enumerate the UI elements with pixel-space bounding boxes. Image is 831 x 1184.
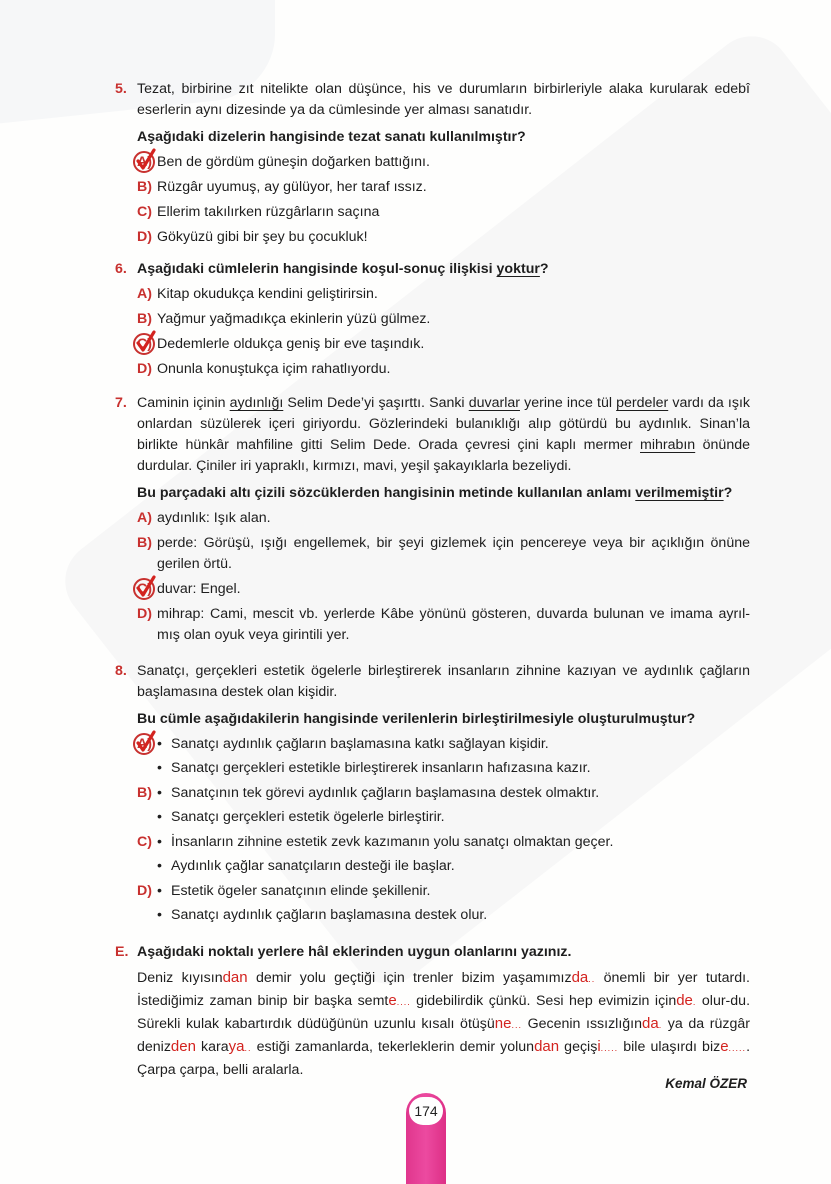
option-text: Ben de gördüm güneşin doğarken battığını. (157, 154, 430, 170)
dotted-blank: .... (396, 997, 411, 1007)
handwritten-answer[interactable]: ne (494, 1015, 512, 1032)
option-text: Gökyüzü gibi bir şey bu çocukluk! (157, 229, 368, 245)
option-d[interactable] (137, 604, 750, 646)
option-text: Yağmur yağmadıkça ekinlerin yüzü gülmez. (157, 311, 431, 327)
option-label: A) (137, 510, 152, 526)
handwritten-answer[interactable]: e (388, 992, 397, 1009)
underlined-word: aydınlığı (229, 395, 284, 411)
option-label: D) (137, 361, 152, 377)
checkmark-icon (132, 575, 158, 601)
option-c[interactable] (137, 832, 750, 877)
bullet-icon: • (157, 736, 162, 752)
bullet-text: Sanatçı aydınlık çağların başlamasına destek olur. (171, 907, 488, 923)
exercise-e (115, 941, 750, 1081)
bullet-icon: • (157, 809, 162, 825)
paragraph-text: demir yolu geçtiği için trenler bizim yaşamımız (247, 970, 572, 986)
option-label: D) (137, 229, 152, 245)
paragraph-text: kara (195, 1039, 229, 1055)
option-text: aydınlık: Işık alan. (157, 510, 271, 526)
question-number: 7. (115, 395, 127, 411)
dotted-blank: . (692, 997, 697, 1007)
underlined-word: duvarlar (468, 395, 520, 411)
bullet-text: Sanatçı gerçekleri estetikle birleştirerek insanların hafızasına kazır. (171, 760, 591, 776)
bullet-item (157, 881, 750, 902)
option-label: A) (137, 286, 152, 302)
option-a[interactable] (137, 284, 750, 305)
option-a[interactable] (137, 734, 750, 779)
option-a[interactable] (137, 152, 750, 173)
bullet-item (157, 807, 750, 828)
stem-underlined-word: verilmemiştir (635, 485, 724, 501)
option-d[interactable] (137, 881, 750, 926)
handwritten-answer[interactable]: dan (534, 1038, 560, 1055)
option-d[interactable] (137, 359, 750, 380)
option-label: C) (137, 336, 152, 352)
question-6 (115, 259, 750, 380)
handwritten-answer[interactable]: da (642, 1015, 659, 1032)
passage-segment: yerine ince tül (519, 395, 617, 411)
checkmark-icon (132, 148, 158, 174)
page-number: 174 (409, 1097, 443, 1125)
bullet-icon: • (157, 760, 162, 776)
option-text: Kitap okudukça kendini geliştirirsin. (157, 286, 378, 302)
question-stem (137, 483, 750, 504)
paragraph-text: önemli bir yer tutardı. İstediğimiz zaman binip bir başka semt (137, 970, 750, 1009)
option-label: B) (137, 179, 152, 195)
question-8 (115, 661, 750, 926)
bullet-icon: • (157, 834, 162, 850)
option-c[interactable] (137, 202, 750, 223)
question-stem: Aşağıdaki dizelerin hangisinde tezat sanatı kullanılmıştır? (137, 129, 526, 145)
option-d[interactable] (137, 227, 750, 248)
bullet-text: İnsanların zihnine estetik zevk kazımanın yolu sanatçı olmaktan geçer. (171, 834, 614, 850)
passage-text (137, 393, 750, 477)
bullet-text: Aydınlık çağlar sanatçıların desteği ile başlar. (171, 858, 455, 874)
dotted-blank: . (658, 1020, 663, 1030)
bullet-item (157, 856, 750, 877)
exercise-letter: E. (115, 944, 129, 960)
checkmark-icon (132, 330, 158, 356)
option-label: C) (137, 581, 152, 597)
dotted-blank: ... (511, 1020, 522, 1030)
bullet-item (157, 758, 750, 779)
exercise-paragraph (137, 967, 750, 1081)
option-text: duvar: Engel. (157, 581, 241, 597)
option-c[interactable] (137, 579, 750, 600)
option-b[interactable] (137, 533, 750, 575)
option-b[interactable] (137, 783, 750, 828)
paragraph-text: estiği zamanlarda, tekerleklerin demir yolun (251, 1039, 535, 1055)
paragraph-text: bile ulaşırdı biz (618, 1039, 721, 1055)
question-number: 6. (115, 261, 127, 277)
bullet-text: Sanatçının tek görevi aydınlık çağların başlamasına destek olmaktır. (171, 785, 600, 801)
question-number: 5. (115, 81, 127, 97)
stem-end: ? (723, 485, 733, 501)
handwritten-answer[interactable]: i (597, 1038, 601, 1055)
dotted-blank: .. (244, 1043, 252, 1053)
question-number: 8. (115, 663, 127, 679)
option-label: C) (137, 834, 152, 850)
question-text: Sanatçı, gerçekleri estetik ögelerle birleştirerek insanların zihnine kazıyan ve aydınlık çağların başlamasına destek olan kişidir. (137, 663, 750, 700)
option-c[interactable] (137, 334, 750, 355)
paragraph-text: olur-du. Sürekli kulak kabartırdık düdüğünün uzunlu kısalı ötüşü (137, 993, 751, 1032)
handwritten-answer[interactable]: ya (228, 1038, 245, 1055)
bullet-icon: • (157, 858, 162, 874)
bullet-item (157, 905, 750, 926)
passage-segment: vardı da ışık onlardan süzülerek içeri giriyordu. Gözlerindeki bulanıklığı alıp götürdü bu aydınlık. Sinan’la birlikte hünkâr mahfiline gitti Selim Dede. Orada çevresi çini kaplı mermer (137, 395, 750, 453)
option-label: D) (137, 883, 152, 899)
option-text: Rüzgâr uyumuş, ay gülüyor, her taraf ıssız. (157, 179, 427, 195)
handwritten-answer[interactable]: da (571, 969, 589, 986)
bullet-icon: • (157, 907, 162, 923)
dotted-blank: .. (588, 974, 596, 984)
dotted-blank: ..... (600, 1043, 619, 1053)
paragraph-text: Deniz kıyısın (137, 970, 223, 986)
paragraph-text: gidebilirdik çünkü. Sesi hep evimizin için (410, 993, 677, 1009)
option-text: mihrap: Cami, mescit vb. yerlerde Kâbe yönünü gösteren, duvarda bulunan ve imama ayrıl-mış olan oyuk veya girintili yer. (157, 606, 750, 643)
option-label: A) (137, 736, 152, 752)
underlined-word: mihrabın (640, 437, 696, 453)
author-name: Kemal ÖZER (665, 1076, 747, 1091)
question-7 (115, 393, 750, 646)
question-stem: Bu cümle aşağıdakilerin hangisinde verilenlerin birleştirilmesiyle oluşturulmuştur? (137, 711, 696, 727)
stem-underlined-word: yoktur (496, 261, 540, 277)
handwritten-answer[interactable]: dan (222, 969, 248, 986)
option-label: A) (137, 154, 152, 170)
option-label: D) (137, 606, 152, 622)
underlined-word: perdeler (616, 395, 669, 411)
paragraph-text: . Çarpa çarpa, belli aralarla. (137, 1039, 751, 1078)
passage-segment: Selim Dede’yi şaşırttı. Sanki (283, 395, 469, 411)
bullet-text: Estetik ögeler sanatçının elinde şekillenir. (171, 883, 431, 899)
paragraph-text: geçiş (559, 1039, 598, 1055)
option-text: Dedemlerle oldukça geniş bir eve taşındık. (157, 336, 425, 352)
stem-end: ? (539, 261, 549, 277)
stem-text: Bu parçadaki altı çizili sözcüklerden hangisinin metinde kullanılan anlamı (137, 485, 636, 501)
dotted-blank: ..... (728, 1043, 747, 1053)
option-label: B) (137, 785, 152, 801)
bullet-item (157, 783, 750, 804)
bullet-text: Sanatçı gerçekleri estetik ögelerle birleştirir. (171, 809, 445, 825)
option-text: perde: Görüşü, ışığı engellemek, bir şeyi gizlemek için pencereye veya bir açıklığın önüne gerilen örtü. (157, 535, 750, 572)
option-label: B) (137, 535, 152, 551)
exercise-title: Aşağıdaki noktalı yerlere hâl eklerinden uygun olanlarını yazınız. (137, 944, 572, 960)
option-label: B) (137, 311, 152, 327)
paragraph-text: ya da rüzgâr deniz (137, 1016, 750, 1055)
checkmark-icon (132, 730, 158, 756)
bullet-icon: • (157, 785, 162, 801)
option-text: Onunla konuştukça içim rahatlıyordu. (157, 361, 391, 377)
bullet-text: Sanatçı aydınlık çağların başlamasına katkı sağlayan kişidir. (171, 736, 549, 752)
passage-segment: Caminin içinin (137, 395, 230, 411)
option-text: Ellerim takılırken rüzgârların saçına (157, 204, 380, 220)
option-b[interactable] (137, 309, 750, 330)
question-stem (137, 259, 750, 280)
bullet-item (157, 734, 750, 755)
question-5 (115, 79, 750, 248)
bullet-item (157, 832, 750, 853)
bullet-icon: • (157, 883, 162, 899)
handwritten-answer[interactable]: e (720, 1038, 729, 1055)
handwritten-answer[interactable]: den (170, 1038, 196, 1055)
passage-segment: önünde durdular. Çiniler iri yapraklı, kırmızı, mavi, yeşil şakayıklarla bezeliydi. (137, 437, 750, 474)
stem-text: Aşağıdaki cümlelerin hangisinde koşul-sonuç ilişkisi (137, 261, 497, 277)
option-b[interactable] (137, 177, 750, 198)
handwritten-answer[interactable]: de (676, 992, 693, 1009)
paragraph-text: Gecenin ıssızlığın (521, 1016, 642, 1032)
question-text: Tezat, birbirine zıt nitelikte olan düşünce, his ve durumların birbirleriyle alaka kurularak edebî eserlerin aynı dizesinde ya da cümlesinde yer alması sanatıdır. (137, 81, 750, 118)
option-label: C) (137, 204, 152, 220)
option-a[interactable] (137, 508, 750, 529)
